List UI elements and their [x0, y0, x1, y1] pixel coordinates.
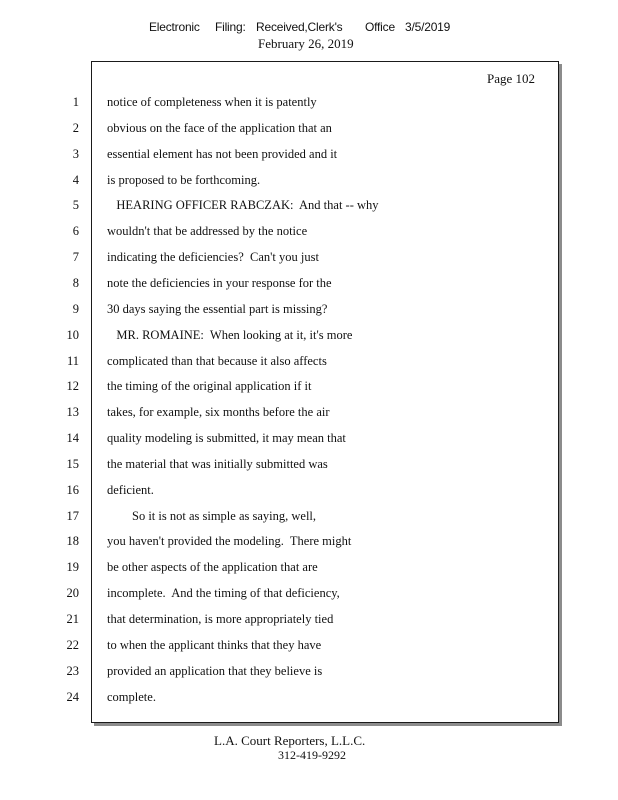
transcript-line-text: note the deficiencies in your response for the [107, 276, 332, 290]
line-number: 21 [66, 612, 79, 626]
line-number: 3 [72, 147, 79, 161]
line-number: 4 [72, 173, 79, 187]
transcript-line-text: HEARING OFFICER RABCZAK: And that -- why [107, 198, 379, 212]
transcript-line-text: the timing of the original application if it [107, 379, 312, 393]
line-number: 9 [72, 302, 79, 316]
transcript-line-text: complete. [107, 690, 156, 704]
transcript-line-text: is proposed to be forthcoming. [107, 173, 261, 187]
line-number: 10 [66, 328, 79, 342]
page-number: Page 102 [487, 71, 536, 86]
transcript-line-text: provided an application that they believe is [107, 664, 323, 678]
line-number: 14 [66, 431, 79, 445]
stamp-word: Received,Clerk's [256, 20, 343, 34]
transcript-line-text: you haven't provided the modeling. There might [107, 534, 352, 548]
transcript-line-text: 30 days saying the essential part is missing? [107, 302, 328, 316]
line-number: 2 [72, 121, 79, 135]
transcript-line-text: obvious on the face of the application that an [107, 121, 332, 135]
transcript-line-text: be other aspects of the application that are [107, 560, 318, 574]
transcript-line-text: notice of completeness when it is patently [107, 95, 317, 109]
transcript-line-text: that determination, is more appropriately tied [107, 612, 334, 626]
stamp-word: Filing: [215, 20, 246, 34]
stamp-word: Electronic [149, 20, 200, 34]
stamp-date: 3/5/2019 [405, 20, 451, 34]
line-number: 20 [66, 586, 79, 600]
line-number: 17 [66, 509, 79, 523]
line-number: 23 [66, 664, 79, 678]
transcript-line-text: indicating the deficiencies? Can't you just [107, 250, 319, 264]
stamp-word: Office [365, 20, 395, 34]
transcript-line-text: quality modeling is submitted, it may mean that [107, 431, 346, 445]
line-number: 15 [66, 457, 79, 471]
line-number: 22 [66, 638, 79, 652]
line-number: 24 [66, 690, 79, 704]
line-number: 13 [66, 405, 79, 419]
transcript-line-text: MR. ROMAINE: When looking at it, it's more [107, 328, 353, 342]
line-number: 1 [72, 95, 79, 109]
transcript-line-text: takes, for example, six months before the air [107, 405, 330, 419]
line-number: 5 [72, 198, 79, 212]
line-number: 11 [66, 354, 79, 368]
transcript-line-text: essential element has not been provided and it [107, 147, 338, 161]
transcript-line-text: incomplete. And the timing of that deficiency, [107, 586, 340, 600]
transcript-line-text: So it is not as simple as saying, well, [107, 509, 317, 523]
line-number: 8 [72, 276, 79, 290]
transcript-line-text: the material that was initially submitted was [107, 457, 328, 471]
line-number: 12 [66, 379, 79, 393]
line-number: 18 [66, 534, 79, 548]
footer-company: L.A. Court Reporters, L.L.C. [214, 733, 366, 748]
transcript-line-text: complicated than that because it also affects [107, 354, 327, 368]
transcript-line-text: deficient. [107, 483, 154, 497]
line-number: 6 [72, 224, 79, 238]
hearing-date: February 26, 2019 [258, 36, 354, 51]
transcript-line-text: wouldn't that be addressed by the notice [107, 224, 308, 238]
electronic-filing-stamp [149, 20, 450, 34]
footer-phone: 312-419-9292 [278, 748, 346, 762]
transcript-line-text: to when the applicant thinks that they have [107, 638, 322, 652]
line-number: 16 [66, 483, 79, 497]
line-number: 19 [66, 560, 79, 574]
line-number: 7 [72, 250, 79, 264]
